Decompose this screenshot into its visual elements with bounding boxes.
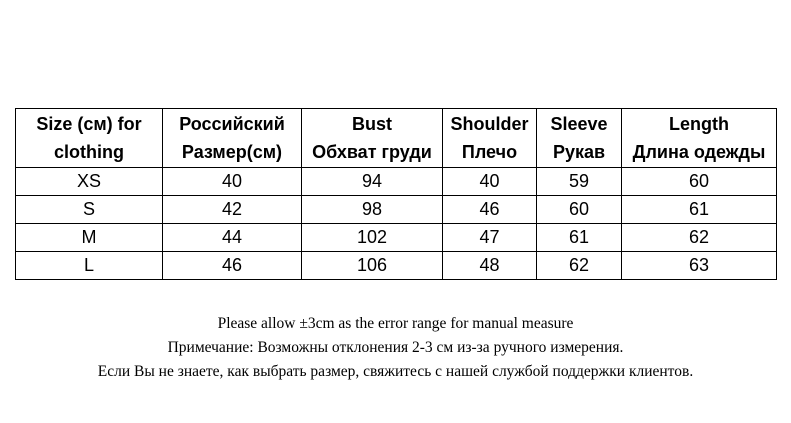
cell-length: 60 (622, 168, 777, 196)
header-russian-size-line-2: Размер(см) (181, 142, 283, 162)
cell-size: XS (16, 168, 163, 196)
cell-russian-size: 42 (163, 196, 302, 224)
cell-sleeve: 60 (537, 196, 622, 224)
cell-bust: 98 (302, 196, 443, 224)
table-header-row (16, 109, 777, 168)
cell-shoulder: 46 (443, 196, 537, 224)
header-russian-size-line-1: Российский (179, 114, 285, 134)
cell-bust: 102 (302, 224, 443, 252)
header-length (622, 109, 777, 168)
cell-length: 61 (622, 196, 777, 224)
header-sleeve-line-1: Sleeve (550, 114, 608, 134)
cell-sleeve: 61 (537, 224, 622, 252)
note-contact-support: Если Вы не знаете, как выбрать размер, свяжитесь с нашей службой поддержки клиентов. (97, 363, 694, 380)
header-sleeve-line-2: Рукав (552, 142, 606, 162)
header-sleeve (537, 109, 622, 168)
header-shoulder-line-1: Shoulder (450, 114, 529, 134)
note-error-range-english: Please allow ±3cm as the error range for manual measure (217, 315, 574, 332)
header-bust-line-1: Bust (352, 114, 392, 134)
header-size-line-2: clothing (54, 142, 124, 162)
cell-bust: 106 (302, 252, 443, 280)
header-shoulder (443, 109, 537, 168)
cell-length: 63 (622, 252, 777, 280)
cell-size: L (16, 252, 163, 280)
cell-russian-size: 40 (163, 168, 302, 196)
cell-shoulder: 48 (443, 252, 537, 280)
cell-length: 62 (622, 224, 777, 252)
header-bust-line-2: Обхват груди (312, 142, 432, 162)
header-size (16, 109, 163, 168)
header-length-line-2: Длина одежды (632, 142, 766, 162)
header-size-line-1: Size (см) for (36, 114, 142, 134)
table-row (16, 168, 777, 196)
header-shoulder-line-2: Плечо (461, 142, 518, 162)
note-error-range-russian: Примечание: Возможны отклонения 2-3 см из-за ручного измерения. (167, 339, 624, 356)
cell-size: S (16, 196, 163, 224)
cell-sleeve: 62 (537, 252, 622, 280)
cell-bust: 94 (302, 168, 443, 196)
cell-sleeve: 59 (537, 168, 622, 196)
header-length-line-1: Length (669, 114, 729, 134)
cell-russian-size: 44 (163, 224, 302, 252)
cell-russian-size: 46 (163, 252, 302, 280)
table-row (16, 252, 777, 280)
table-row (16, 224, 777, 252)
measurement-notes (0, 312, 791, 384)
header-russian-size (163, 109, 302, 168)
cell-size: M (16, 224, 163, 252)
cell-shoulder: 40 (443, 168, 537, 196)
cell-shoulder: 47 (443, 224, 537, 252)
size-chart-table (15, 108, 777, 280)
table-row (16, 196, 777, 224)
header-bust (302, 109, 443, 168)
